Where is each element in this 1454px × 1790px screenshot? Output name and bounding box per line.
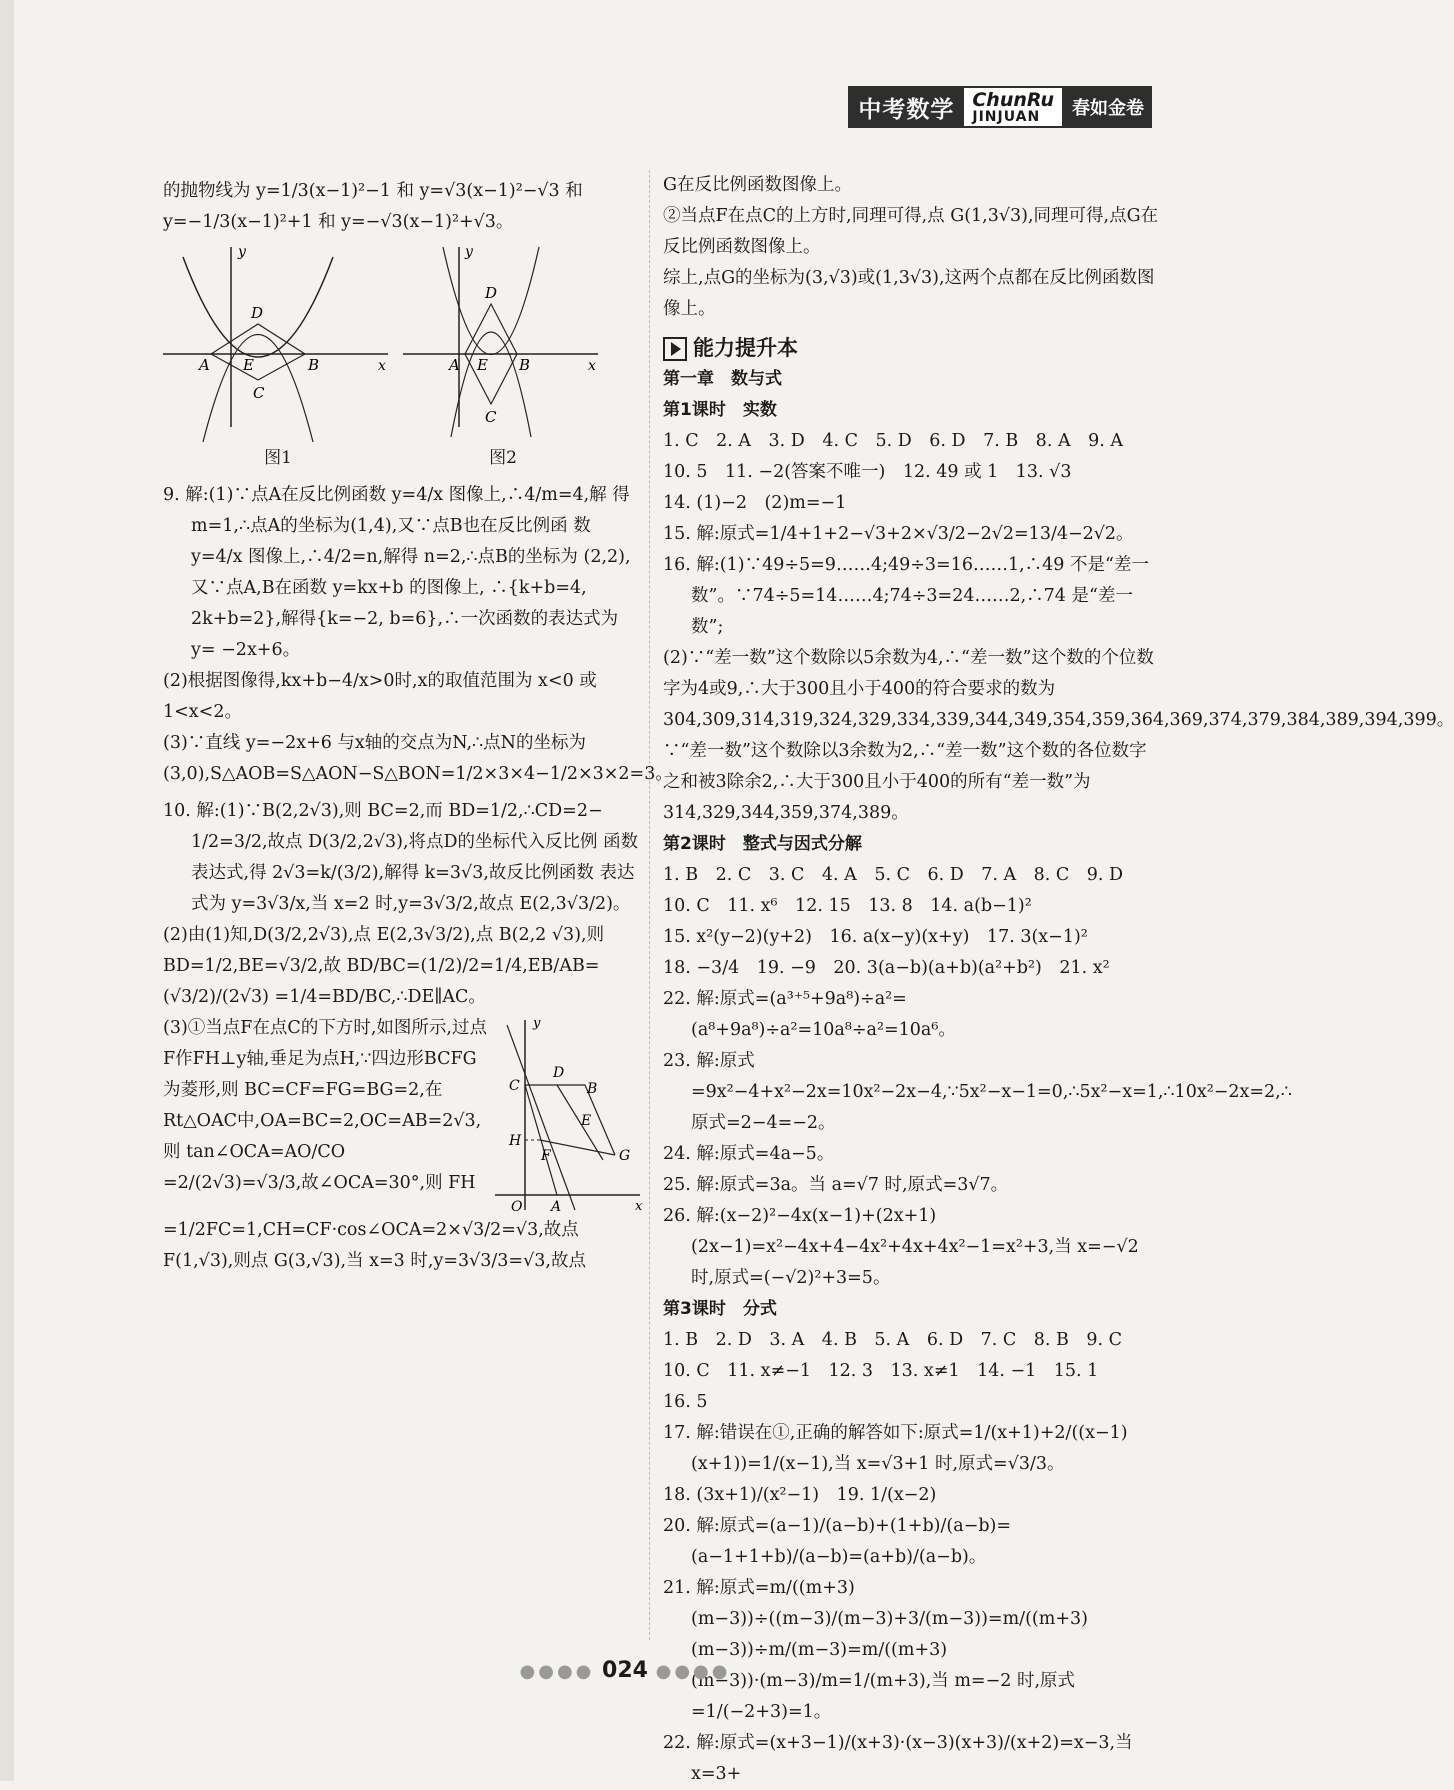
text-line: 10. 解:(1)∵B(2,2√3),则 BC=2,而 BD=1/2,∴CD=2− [163,801,603,821]
svg-text:G: G [619,1148,631,1164]
text-line: ②当点F在点C的上方时,同理可得,点 G(1,3√3),同理可得,点G在反比例函数图像上。 [663,206,1159,257]
text-span: 2=3。 [618,764,673,784]
answer-line: (2)∵“差一数”这个数除以5余数为4,∴“差一数”这个数的个位数字为4或9,∴大于300且小于400的符合要求的数为 304,309,314,319,324,329,334,339,344,349,354,359,364,369,374,379,384,389,394,399。∵“差一数”这个数除以3余数为2,∴“差一数”这个数的各位数字之和被3除余2,∴大于300且小于400的所有“差一数”为 314,329,344,359,374,389。 [663,648,1454,823]
svg-text:y: y [465,244,473,260]
parabola-figure-2 [403,242,603,432]
svg-text:D: D [485,284,498,302]
svg-text:B: B [308,356,320,374]
answer-line: 18. −3/4 19. −9 20. 3(a−b)(a+b)(a²+b²) 21. x² [663,958,1110,978]
svg-text:A: A [551,1199,562,1215]
answer-10 [163,796,645,920]
page-number: 024 [602,1658,648,1683]
brand-english [964,86,1064,128]
section-heading [663,333,1159,364]
text-span: (2)根据图像得,kx+b−4/x>0时,x的取值范围为 x<0 [163,671,574,691]
answer-line: 20. 解:原式=(a−1)/(a−b)+(1+b)/(a−b)=(a−1+1+b)/(a−b)=(a+b)/(a−b)。 [663,1516,1012,1567]
figure-row [163,242,645,474]
answer-line: 16. 5 [663,1392,708,1412]
svg-text:y: y [533,1016,541,1031]
answer-line: 22. 解:原式=(x+3−1)/(x+3)·(x−3)(x+3)/(x+2)=x−3,当 x=3+ [663,1733,1133,1784]
chapter-title: 第一章 数与式 [663,369,782,389]
figure-2-caption: 图2 [489,448,517,468]
text-line: 数 y=4/x 图像上,∴4/2=n,解得 n=2,∴点B的坐标为 [191,516,591,567]
text-line: y=−1/3(x−1)²+1 和 y=−√3(x−1)²+√3。 [163,212,514,232]
answer-line: 15. 解:原式=1/4+1+2−√3+2×√3/2−2√2=13/4−2√2。 [663,524,1134,544]
svg-text:E: E [581,1113,592,1129]
text-span: =1/4=BD/BC,∴DE∥AC。 [274,987,486,1007]
brand-en-bottom: JINJUAN [972,109,1041,125]
parabola-figure-1 [163,242,393,432]
svg-text:x: x [378,358,386,374]
answer-line: 14. (1)−2 (2)m=−1 [663,493,847,513]
answer-line: 21. 解:原式=m/((m+3)(m−3))÷((m−3)/(m−3)+3/(m−3))=m/((m+3)(m−3))÷m/(m−3)=m/((m+3)(m−3))·(m−3)/m=1/(m+3),当 m=−2 时,原式=1/(−2+3)=1。 [663,1578,1088,1722]
brand-title: 中考数学 [848,86,964,128]
text-line: 9. 解:(1)∵点A在反比例函数 y=4/x 图像上,∴4/m=4,解 [163,485,607,505]
svg-text:H: H [509,1133,522,1149]
answer-line: 10. C 11. x⁶ 12. 15 13. 8 14. a(b−1)² [663,896,1032,916]
svg-text:A: A [199,356,210,374]
text-line: 表达式为 y=3√3/x,当 x=2 时,y=3√3/2,故点 [191,863,635,914]
text-span: √3),则 BD=1/2,BE=√3/2,故 BD/BC=(1/2)/2=1/4,EB/AB=(√3/2)/(2√3) [163,925,605,1007]
play-icon [663,337,687,361]
lesson-2-title: 第2课时 整式与因式分解 [663,834,862,854]
svg-text:x: x [635,1199,643,1214]
text-line: 的抛物线为 y=1/3(x−1)²−1 和 y=√3(x−1)²−√3 和 [163,181,583,201]
text-line: G在反比例函数图像上。 [663,175,852,195]
svg-text:y: y [238,244,246,260]
page-edge [0,0,14,1781]
svg-text:C: C [509,1078,520,1094]
svg-text:D: D [553,1065,565,1081]
svg-text:B: B [587,1081,598,1097]
answer-line: 24. 解:原式=4a−5。 [663,1144,835,1164]
svg-text:A: A [449,356,460,374]
text-line: =1/2FC=1,CH=CF·cos∠OCA=2×√3/2=√3,故点 [163,1220,579,1240]
text-line: (2,2),又∵点A,B在函数 y=kx+b 的图像上, [191,547,631,598]
lesson-1-title: 第1课时 实数 [663,400,777,420]
text-line: ∴{k+b=4, 2k+b=2},解得{k=−2, b=6},∴一次函数的表达式为 y= [191,578,619,660]
text-span: (2)由(1)知,D(3/2,2√3),点 E(2,3√3/2),点 B(2,2 [163,925,547,945]
svg-text:C: C [253,384,265,402]
answer-line: 10. C 11. x≠−1 12. 3 13. x≠1 14. −1 15. 1 [663,1361,1099,1381]
text-span: 或 1<x<2。 [163,671,597,722]
brand-header [848,86,1152,128]
text-line [163,920,645,1013]
answer-line: 23. 解:原式=9x²−4+x²−2x=10x²−2x−4,∵5x²−x−1=0,∴5x²−x=1,∴10x²−2x=2,∴原式=2−4=−2。 [663,1051,1292,1133]
text-line: =2/(2√3)=√3/3,故∠OCA=30°,则 FH [163,1173,476,1193]
answer-line: 22. 解:原式=(a³⁺⁵+9a⁸)÷a²=(a⁸+9a⁸)÷a²=10a⁸÷a²=10a⁶。 [663,989,956,1040]
left-column [163,176,673,1277]
text-line: E(2,3√3/2)。 [519,894,631,914]
text-line: 综上,点G的坐标为(3,√3)或(1,3√3),这两个点都在反比例函数图像上。 [663,268,1155,319]
answer-line: 17. 解:错误在①,正确的解答如下:原式=1/(x+1)+2/((x−1)(x+1))=1/(x−1),当 x=√3+1 时,原式=√3/3。 [663,1423,1128,1474]
figure-2 [403,242,603,474]
text-line: 得 m=1,∴点A的坐标为(1,4),又∵点B也在反比例函 [191,485,630,536]
answer-line: 10. 5 11. −2(答案不唯一) 12. 49 或 1 13. √3 [663,462,1072,482]
figure-1 [163,242,393,474]
text-line: −2x+6。 [221,640,301,660]
column-divider [649,170,650,1640]
text-line: (3)①当点F在点C的下方时,如图所示,过点F作FH⊥y轴,垂足为点H,∵四边形BCFG为菱形,则 BC=CF=FG=BG=2,在 Rt△OAC中,OA=BC=2,OC=AB=2√3,则 tan∠OCA=AO/CO [163,1018,487,1162]
footer-dots-left: ●●●● [519,1661,595,1682]
text-line: F(1,√3),则点 G(3,√3),当 x=3 时,y=3√3/3=√3,故点 [163,1251,586,1271]
text-span: (3)∵直线 y=−2x+6 与x轴的交点为N,∴点N的坐 [163,733,551,753]
figure-1-caption: 图1 [264,448,292,468]
svg-text:O: O [511,1199,523,1215]
answer-line: 18. (3x+1)/(x²−1) 19. 1/(x−2) [663,1485,937,1505]
svg-text:x: x [588,358,596,374]
svg-text:C: C [485,408,497,426]
answer-line: 1. C 2. A 3. D 4. C 5. D 6. D 7. B 8. A 9. A [663,431,1123,451]
brand-en-top: ChunRu [972,89,1054,111]
svg-text:B: B [519,356,531,374]
answer-line: 15. x²(y−2)(y+2) 16. a(x−y)(x+y) 17. 3(x−1)² [663,927,1088,947]
svg-text:D: D [251,304,264,322]
svg-text:E: E [243,356,254,374]
answer-line: 16. 解:(1)∵49÷5=9……4;49÷3=16……1,∴49 不是“差一数”。∵74÷5=14……4;74÷3=24……2,∴74 是“差一数”; [663,555,1149,637]
right-column [663,170,1454,1790]
answer-line: 1. B 2. C 3. C 4. A 5. C 6. D 7. A 8. C 9. D [663,865,1124,885]
text-line [163,666,645,728]
text-line: 函数表达式,得 2√3=k/(3/2),解得 k=3√3,故反比例函数 [191,832,639,883]
answer-9 [163,480,645,666]
svg-text:E: E [477,356,488,374]
brand-logo: 春如金卷 [1064,86,1152,128]
text-line: 1/2=3/2,故点 D(3/2,2√3),将点D的坐标代入反比例 [191,832,598,852]
rhombus-figure [495,1015,645,1215]
text-span: 标为(3,0),S△AOB=S△AON−S△BON=1/2×3×4−1/2×3× [163,733,619,784]
section-title: 能力提升本 [693,336,798,360]
answer-line: 26. 解:(x−2)²−4x(x−1)+(2x+1)(2x−1)=x²−4x+4−4x²+4x+4x²−1=x²+3,当 x=−√2 时,原式=(−√2)²+3=5。 [663,1206,1139,1288]
answer-line: 1. B 2. D 3. A 4. B 5. A 6. D 7. C 8. B 9. C [663,1330,1123,1350]
svg-text:F: F [541,1148,551,1164]
text-line [163,728,673,790]
answer-line: 25. 解:原式=3a。当 a=√7 时,原式=3√7。 [663,1175,1009,1195]
footer-dots-right: ●●●● [655,1661,731,1682]
lesson-3-title: 第3课时 分式 [663,1299,777,1319]
page-footer [0,1658,1250,1683]
